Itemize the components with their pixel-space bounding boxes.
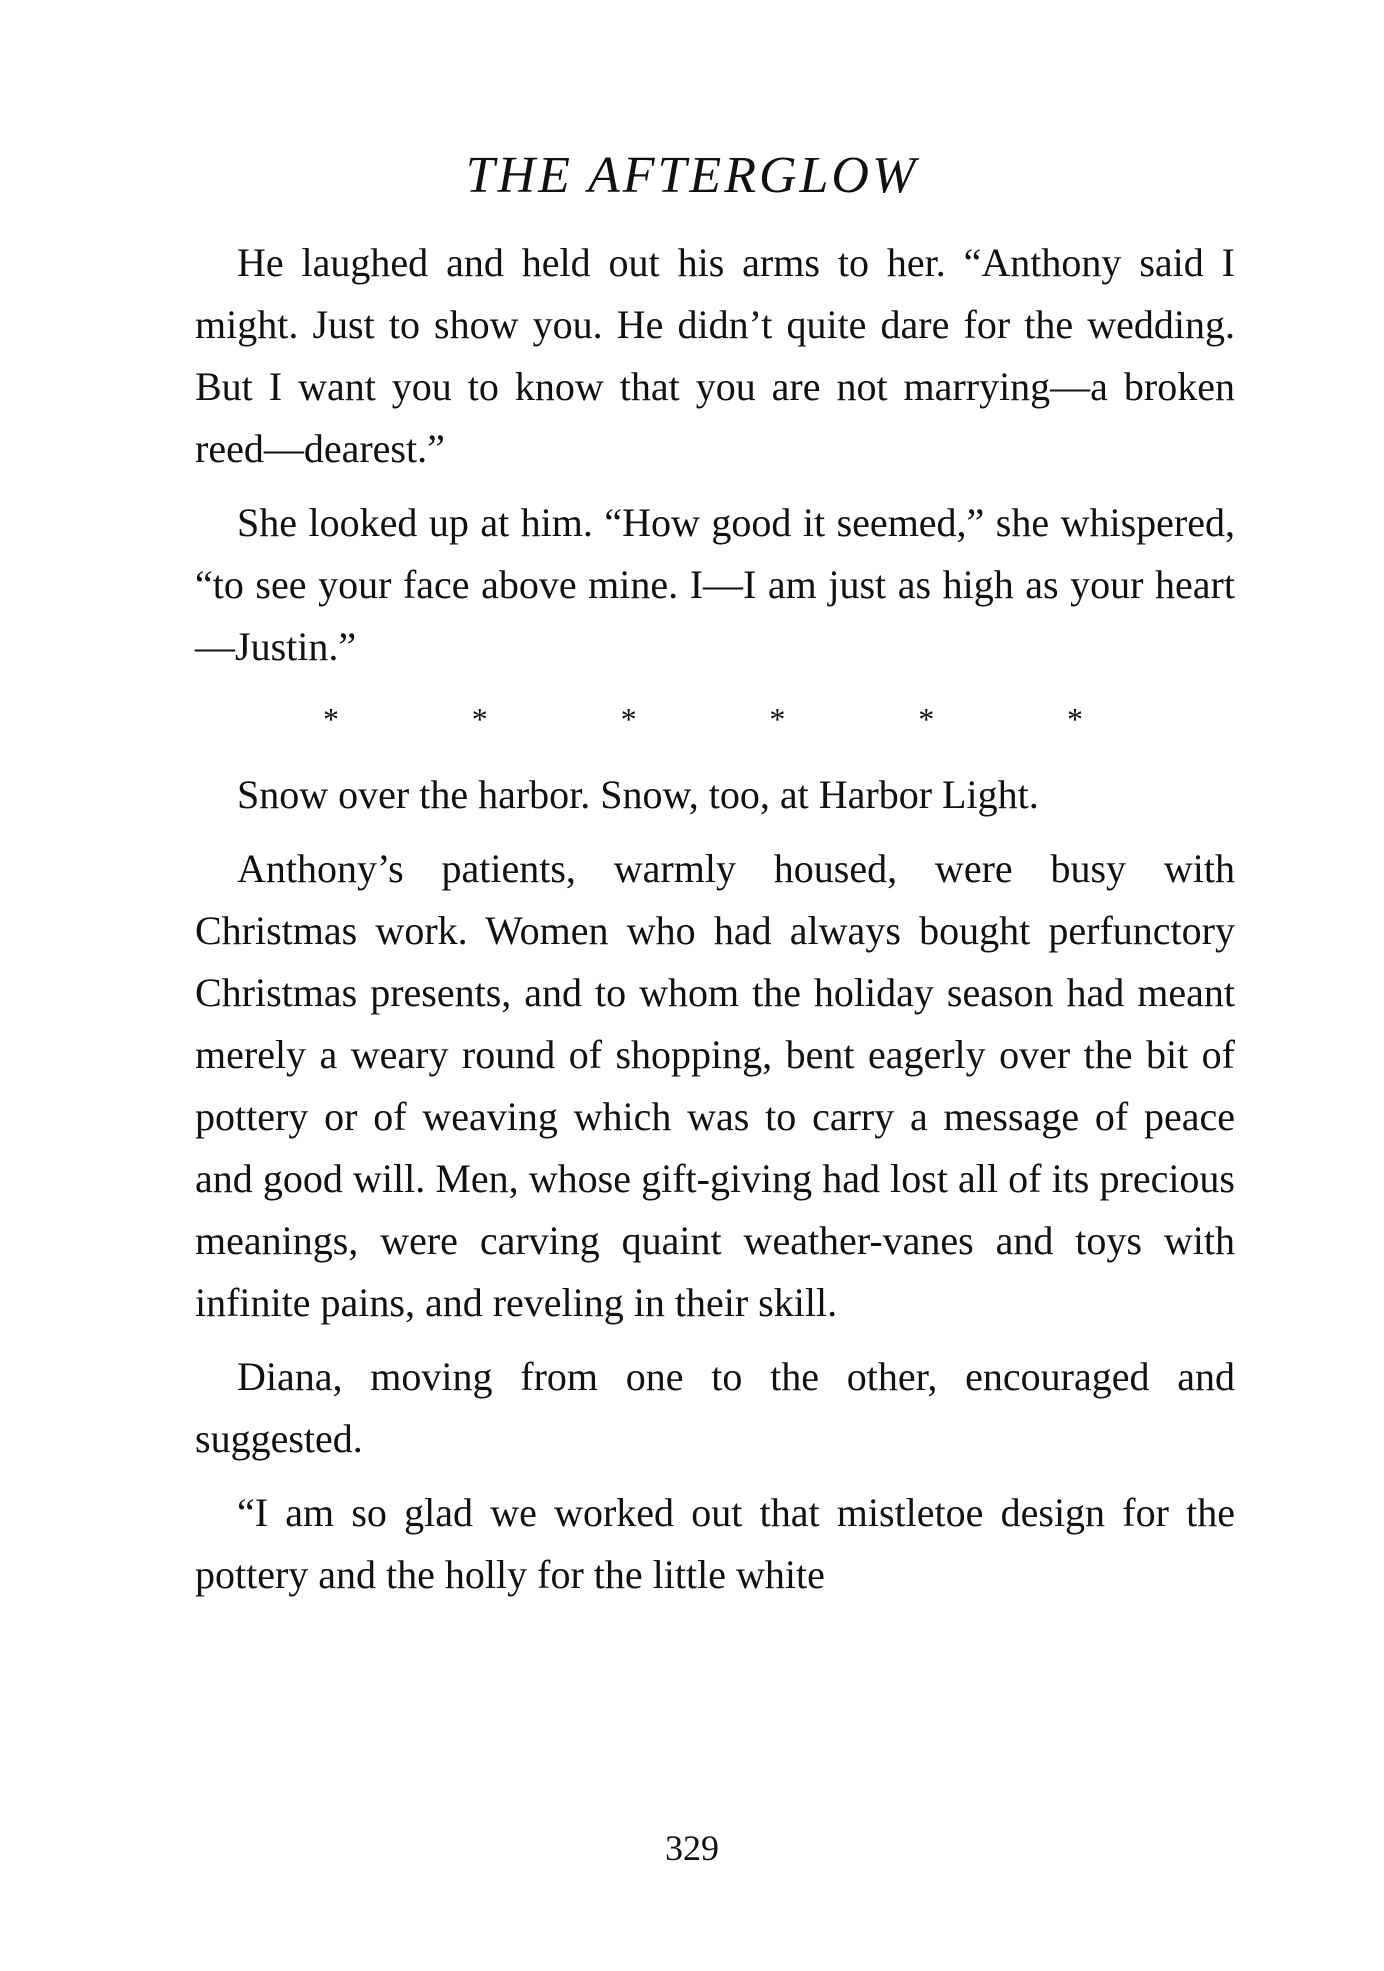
running-head: THE AFTERGLOW: [465, 147, 919, 204]
page-number: 329: [665, 1828, 719, 1868]
paragraph-6: “I am so glad we worked out that mistletoe design for the pottery and the holly for the little white: [195, 1490, 1235, 1597]
paragraph-3: Snow over the harbor. Snow, too, at Harbor Light.: [237, 772, 1039, 817]
section-break: [323, 696, 1083, 742]
body-text: [195, 232, 1235, 1618]
paragraph-5: Diana, moving from one to the other, encouraged and suggested.: [195, 1354, 1235, 1461]
section-break-star: *: [918, 701, 935, 737]
section-break-star: *: [620, 701, 637, 737]
paragraph-4: Anthony’s patients, warmly housed, were busy with Christmas work. Women who had always bought perfunctory Christmas presents, and to whom the holiday season had meant merely a weary round of shopping, bent eagerly over the bit of pottery or of weaving which was to carry a message of peace and good will. Men, whose gift-giving had lost all of its precious meanings, were carving quaint weather-vanes and toys with infinite pains, and reveling in their skill.: [195, 846, 1235, 1325]
section-break-star: *: [471, 701, 488, 737]
paragraph-1: He laughed and held out his arms to her. “Anthony said I might. Just to show you. He didn’t quite dare for the wedding. But I want you to know that you are not marrying—a broken reed—dearest.”: [195, 240, 1235, 471]
section-break-star: *: [323, 701, 339, 737]
section-break-star: *: [1066, 701, 1083, 737]
section-break-star: *: [769, 701, 786, 737]
paragraph-2: She looked up at him. “How good it seemed,” she whispered, “to see your face above mine. I—I am just as high as your heart—Justin.”: [195, 500, 1235, 669]
